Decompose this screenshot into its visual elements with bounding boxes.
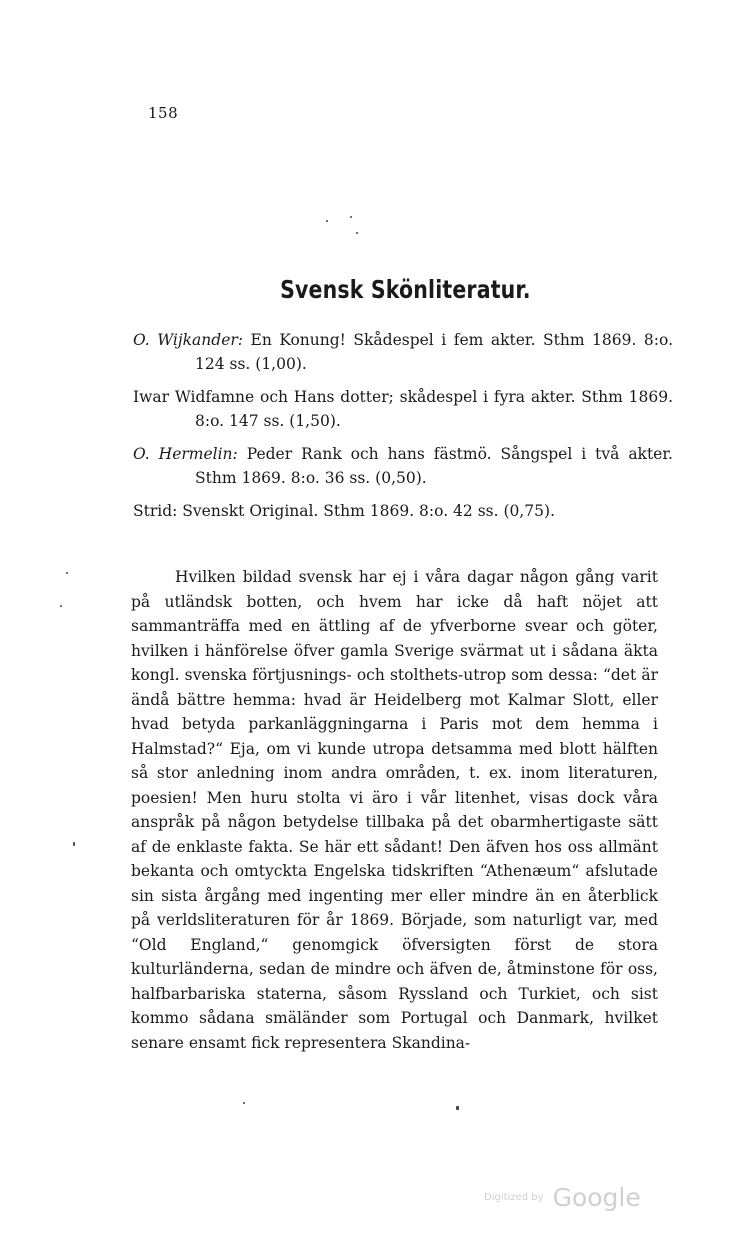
entry-text: Strid: Svenskt Original. Sthm 1869. 8:o. 42 ss. (0,75). [133, 502, 556, 520]
entry-text: Iwar Widfamne och Hans dotter; skådespel i fyra akter. Sthm 1869. 8:o. 147 ss. (1,50). [133, 388, 673, 430]
scan-speck [456, 1106, 459, 1110]
bibliography-entry [133, 328, 673, 376]
scan-speck [326, 220, 328, 222]
scan-speck [66, 572, 68, 574]
scan-speck [73, 842, 75, 846]
scan-speck [243, 1102, 245, 1104]
watermark-prefix: Digitized by [484, 1192, 544, 1203]
entry-author: O. Hermelin: [133, 445, 238, 463]
bibliography-entry [133, 442, 673, 490]
bibliography-entry [133, 499, 673, 523]
scan-speck [350, 216, 352, 218]
scan-speck [356, 232, 358, 234]
scan-speck [60, 605, 62, 607]
page-title: Svensk Skönliteratur. [280, 275, 531, 304]
entry-text: Peder Rank och hans fästmö. Sångspel i två akter. Sthm 1869. 8:o. 36 ss. (0,50). [195, 445, 673, 487]
bibliography-list [133, 328, 673, 532]
google-logo: Google [552, 1183, 641, 1212]
page-number: 158 [148, 104, 179, 122]
paragraph: Hvilken bildad svensk har ej i våra dagar någon gång varit på utländsk botten, och hvem har icke då haft nöjet att sammanträffa med en ättling af de yfverborne svear och göter, hvilken i hänförelse öfver gamla Sverige svärmat ut i sådana äkta kongl. svenska förtjusnings- och stolthets-utrop som dessa: “det är ändå bättre hemma: hvad är Heidelberg mot Kalmar Slott, eller hvad betyda parkanläggningarna i Paris mot dem hemma i Halmstad?“ Eja, om vi kunde utropa detsamma med blott hälften så stor anledning inom andra områden, t. ex. inom literaturen, poesien! Men huru stolta vi äro i vår litenhet, visas dock våra anspråk på någon betydelse tillbaka på det obarmhertigaste sätt af de enklaste fakta. Se här ett sådant! Den äfven hos oss allmänt bekanta och omtyckta Engelska tidskriften “Athenæum“ afslutade sin sista årgång med ingenting mer eller mindre än en återblick på verldsliteraturen för år 1869. Började, som naturligt var, med “Old England,“ genomgick öfversigten först de stora kulturländerna, sedan de mindre och äfven de, åtminstone för oss, halfbarbariska staterna, såsom Ryssland och Turkiet, och sist kommo sådana smäländer som Portugal och Danmark, hvilket senare ensamt fick representera Skandina- [131, 568, 658, 1052]
digitization-watermark [484, 1183, 641, 1212]
body-text [131, 565, 658, 1055]
bibliography-entry [133, 385, 673, 433]
entry-text: En Konung! Skådespel i fem akter. Sthm 1869. 8:o. 124 ss. (1,00). [195, 331, 673, 373]
entry-author: O. Wijkander: [133, 331, 243, 349]
